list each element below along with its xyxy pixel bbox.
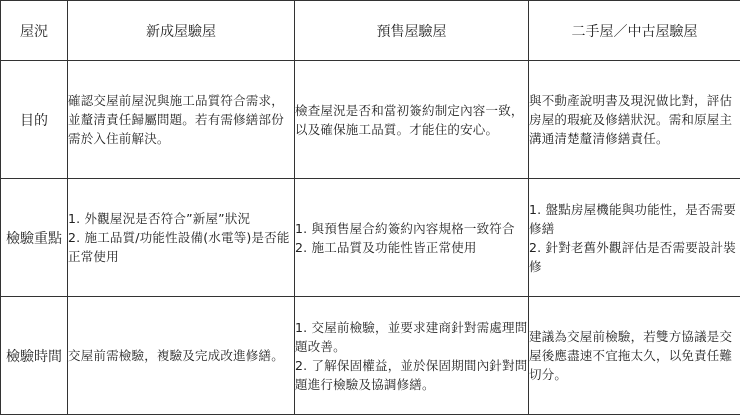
cell-text: 檢查屋況是否和當初簽約制定內容一致，以及確保施工品質。才能住的安心。 [295, 102, 524, 137]
cell-text: 2. 了解保固權益，並於保固期間內針對問題進行檢驗及協調修繕。 [295, 357, 528, 392]
cell-focus-secondhand [529, 179, 740, 297]
cell-purpose-presale [295, 61, 529, 179]
cell-text: 2. 施工品質/功能性設備(水電等)是否能正常使用 [68, 230, 290, 264]
header-secondhand-house: 二手屋／中古屋驗屋 [529, 1, 740, 61]
cell-time-presale [295, 297, 529, 415]
table-row-purpose [1, 61, 740, 179]
row-label-inspection-time: 檢驗時間 [1, 297, 68, 415]
cell-text: 1. 外觀屋況是否符合”新屋”狀況 [68, 211, 251, 226]
cell-time-secondhand [529, 297, 740, 415]
row-label-inspection-focus: 檢驗重點 [1, 179, 68, 297]
header-new-house: 新成屋驗屋 [68, 1, 295, 61]
cell-text: 建議為交屋前檢驗，若雙方協議是交屋後應盡速不宜拖太久，以免責任難切分。 [529, 329, 733, 382]
cell-text: 1. 盤點房屋機能與功能性，是否需要修繕 [529, 201, 737, 236]
row-label-purpose: 目的 [1, 61, 68, 179]
table-row-inspection-time [1, 297, 740, 415]
cell-text: 交屋前需檢驗，複驗及完成改進修繕。 [68, 348, 284, 363]
cell-time-new [68, 297, 295, 415]
cell-text: 與不動產說明書及現況做比對，評估房屋的瑕疵及修繕狀況。需和原屋主溝通清楚釐清修繕責任。 [529, 93, 733, 146]
cell-text: 1. 交屋前檢驗，並要求建商針對需處理問題改善。 [295, 319, 528, 354]
cell-purpose-secondhand [529, 61, 740, 179]
table-row-inspection-focus [1, 179, 740, 297]
cell-focus-presale [295, 179, 529, 297]
cell-text: 1. 與預售屋合約簽約內容規格一致符合 [295, 220, 515, 236]
header-presale-house: 預售屋驗屋 [295, 1, 529, 61]
cell-text: 2. 施工品質及功能性皆正常使用 [295, 239, 477, 255]
header-condition: 屋況 [1, 1, 68, 61]
cell-focus-new [68, 179, 295, 297]
cell-purpose-new [68, 61, 295, 179]
cell-text: 確認交屋前屋況與施工品質符合需求，並釐清責任歸屬問題。若有需修繕部份需於入住前解決。 [68, 93, 284, 146]
header-row [1, 1, 740, 61]
cell-text: 2. 針對老舊外觀評估是否需要設計裝修 [529, 239, 737, 274]
